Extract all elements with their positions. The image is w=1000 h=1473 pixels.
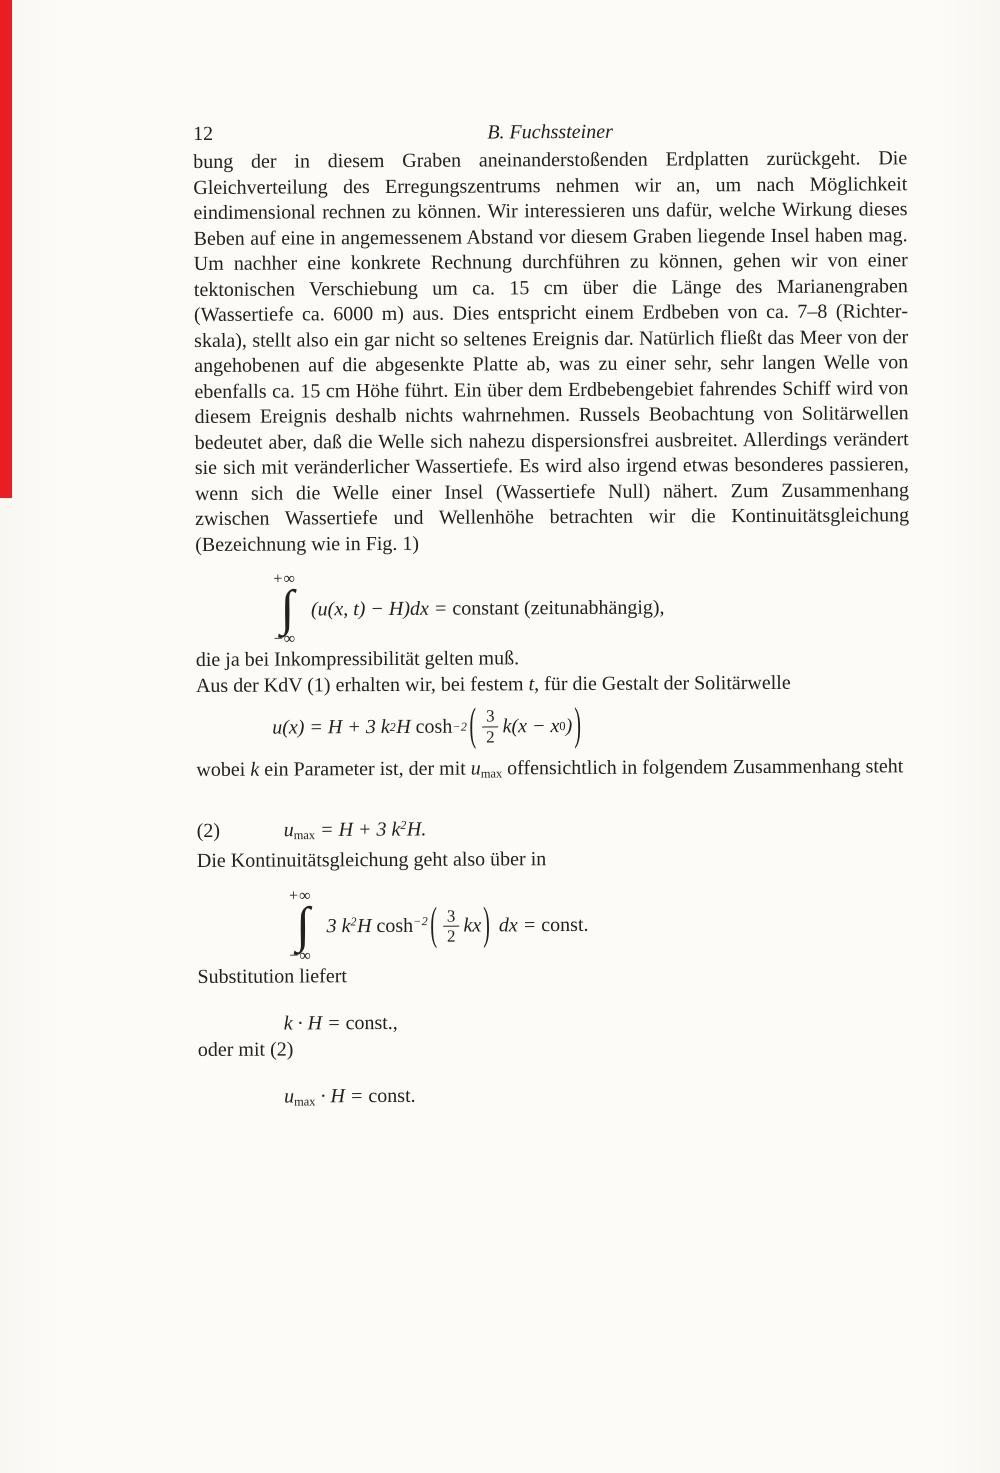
solitary-argument-close: )	[565, 714, 573, 737]
big-open-paren: (	[469, 699, 477, 751]
integral2-dx: dx =	[498, 913, 542, 936]
integral2-cosh: cosh	[376, 914, 414, 937]
paragraph-kdv	[196, 670, 910, 699]
integral2-cosh-exponent: −2	[413, 913, 429, 928]
eq2-var-u: u	[283, 819, 294, 842]
parameter-var-k: k	[250, 758, 260, 781]
x-naught-subscript: 0	[559, 718, 566, 733]
integral2-fraction	[443, 907, 460, 946]
formula-transformed-integral	[289, 885, 911, 964]
integral2-const: const.	[541, 913, 589, 936]
integral2-pre: 3 k	[326, 914, 351, 937]
solitary-lhs: u(x) = H + 3 k	[272, 715, 390, 739]
umaxh-const-text: const.	[368, 1085, 416, 1108]
integral2-H: H	[356, 914, 377, 937]
paragraph-substitution: Substitution liefert	[197, 965, 347, 988]
integral-text-part: constant (zeitunabhängig),	[452, 596, 665, 620]
kdv-text-b: , für die Gestalt der Solitärwelle	[534, 671, 791, 695]
eq2-umax-subscript: max	[293, 828, 316, 843]
formula-solitary-wave	[272, 695, 910, 757]
integral-sign-icon: ∫	[280, 579, 295, 636]
integral2-exponent-2: 2	[350, 914, 358, 929]
equation-2-body	[284, 813, 427, 849]
integral2-open-paren: (	[430, 899, 438, 950]
kh-math: k · H =	[283, 1012, 346, 1036]
paragraph-parameter	[196, 754, 910, 788]
integral-upper-limit: +∞	[273, 570, 296, 588]
integral2-expression	[326, 898, 589, 950]
integral2-upper-limit: +∞	[289, 887, 312, 905]
page-content	[193, 118, 912, 1116]
paragraph-continuity-transition: Die Kontinuitätsgleichung geht also über in	[196, 848, 547, 873]
cosh-function: cosh	[415, 715, 453, 738]
kdv-text-a: Aus der KdV (1) erhalten wir, bei festem	[195, 672, 529, 697]
integral-math-part: (u(x, t) − H)dx =	[310, 597, 453, 621]
parameter-text-a: wobei	[196, 758, 251, 781]
integral2-argument: kx	[463, 914, 482, 937]
solitary-H: H	[396, 715, 416, 738]
solitary-argument: k(x − x	[502, 714, 560, 737]
equation-2-tag: (2)	[196, 819, 221, 842]
paragraph-oder-mit: oder mit (2)	[197, 1038, 294, 1061]
integral-lower-limit: −∞	[273, 630, 297, 648]
page-header	[193, 118, 907, 150]
umaxh-var-u: u	[284, 1085, 295, 1109]
running-head: B. Fuchssteiner	[487, 120, 613, 144]
kh-const-text: const.,	[345, 1012, 398, 1035]
integral2-fraction-den: 2	[446, 927, 456, 947]
parameter-text-b: ein Parameter ist, der mit	[259, 757, 471, 781]
formula-kh-const	[284, 1009, 912, 1038]
integral2-fraction-num: 3	[443, 907, 460, 927]
eq2-rhs-end: H.	[406, 818, 427, 841]
fraction-numerator: 3	[482, 707, 499, 727]
integral-symbol-group	[273, 571, 296, 647]
paragraph-intro: bung der in diesem Graben aneinanderstoßenden Erdplatten zurückgeht. Die Gleichverteilung des Erregungszentrums nehmen wir an, um nach Möglichkeit eindimensional rechnen zu können. Wir interessieren uns dafür, welche Wirkung dieses Beben auf eine in angemessenem Abstand vor diesem Graben liegende Insel haben mag. Um nachher eine konkrete Rechnung durchführen zu können, gehen wir von einer tektonischen Verschiebung um ca. 15 cm über die Länge des Marianengraben (Wassertiefe ca. 6000 m) aus. Dies entspricht einem Erdbeben von ca. 7–8 (Richterskala), stellt also ein gar nicht so seltenes Ereignis dar. Natürlich fließt das Meer von der angehobenen auf die abgesenkte Platte ab, was zu einer sehr, sehr langen Welle von ebenfalls ca. 15 cm Höhe führt. Ein über dem Erdbebengebiet fahrendes Schiff wird von diesem Ereignis deshalb nichts wahrnehmen. Russels Beobachtung von Solitärwellen bedeutet aber, daß die Welle sich nahezu dispersionsfrei ausbreitet. Allerdings verändert sie sich mit veränderlicher Wassertiefe. Es wird also irgend etwas besonderes passieren, wenn sich die Welle einer Insel (Wassertiefe Null) nähert. Zum Zusammenhang zwischen Wassertiefe und Wellenhöhe betrachten wir die Kontinuitätsgleichung (Bezeichnung wie in Fig. 1)	[193, 147, 910, 556]
paragraph-incompressibility: die ja bei Inkompressibilität gelten muß.	[195, 647, 520, 671]
kdv-var-t: t	[528, 672, 535, 695]
eq2-rhs: = H + 3 k	[314, 818, 401, 842]
integral2-symbol-group	[289, 888, 312, 964]
equation-2	[197, 811, 911, 850]
integral-expression	[311, 594, 665, 623]
umaxh-subscript: max	[294, 1094, 316, 1110]
integral2-lower-limit: −∞	[289, 947, 312, 965]
big-close-paren: )	[574, 699, 582, 750]
umax-subscript: max	[480, 766, 503, 781]
formula-continuity-integral	[273, 568, 909, 647]
cosh-exponent: −2	[452, 719, 468, 734]
fraction-three-halves	[482, 707, 499, 746]
parameter-var-u: u	[470, 757, 481, 780]
parameter-text-c: offensichtlich in folgendem Zusammenhang steht	[502, 754, 904, 780]
eq2-exponent: 2	[400, 818, 407, 833]
fraction-denominator: 2	[486, 727, 495, 747]
scan-red-strip-artifact	[0, 0, 12, 498]
page-number: 12	[193, 122, 214, 145]
integral2-close-paren: )	[483, 898, 491, 950]
formula-umax-h-const	[284, 1082, 912, 1116]
umaxh-mid: · H =	[315, 1085, 369, 1108]
integral2-sign-icon: ∫	[296, 896, 311, 953]
solitary-exponent-2: 2	[389, 719, 397, 734]
